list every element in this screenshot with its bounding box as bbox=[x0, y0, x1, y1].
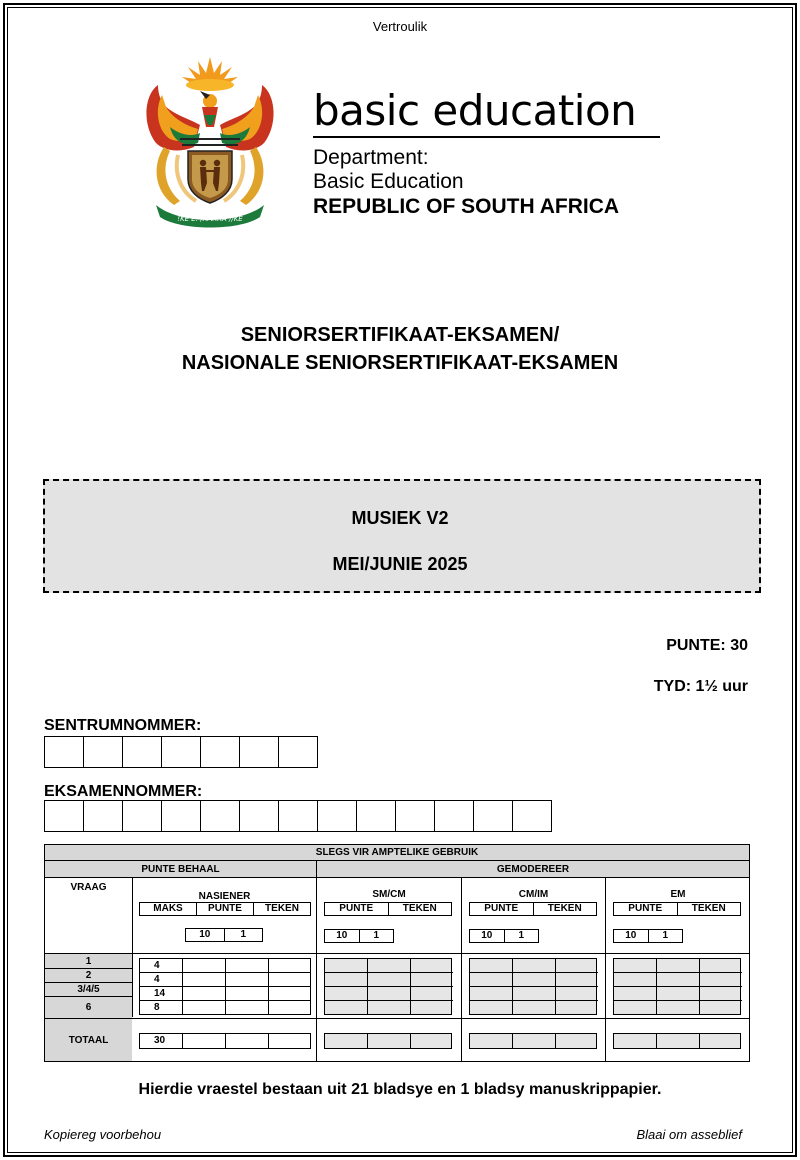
centre-number-box[interactable] bbox=[44, 736, 84, 768]
brand-underline bbox=[313, 136, 660, 138]
mark-cell[interactable] bbox=[470, 987, 513, 1001]
mark-cell[interactable] bbox=[513, 973, 556, 987]
mark-cell[interactable] bbox=[513, 1001, 556, 1015]
page-count-note: Hierdie vraestel bestaan uit 21 bladsye en 1 bladsy manuskrippapier. bbox=[138, 1081, 662, 1098]
mark-cell[interactable] bbox=[269, 959, 311, 973]
centre-number-label: SENTRUMNOMMER: bbox=[44, 717, 202, 734]
mark-cell[interactable] bbox=[657, 1034, 700, 1048]
marker-header: NASIENER bbox=[198, 891, 251, 902]
mark-cell[interactable] bbox=[325, 973, 368, 987]
cm-code: 10 1 bbox=[469, 929, 539, 943]
exam-number-box[interactable] bbox=[161, 800, 201, 832]
sm-total-grid[interactable] bbox=[324, 1033, 452, 1049]
cm-total-grid[interactable] bbox=[469, 1033, 597, 1049]
sm-marks-grid[interactable] bbox=[324, 958, 452, 1015]
coat-of-arms-icon bbox=[140, 55, 280, 230]
mark-cell[interactable] bbox=[556, 987, 598, 1001]
mark-cell[interactable] bbox=[657, 1001, 700, 1015]
mark-cell[interactable] bbox=[470, 959, 513, 973]
cm-columns: PUNTE TEKEN bbox=[469, 902, 597, 916]
em-header: EM bbox=[670, 889, 686, 900]
exam-session: MEI/JUNIE 2025 bbox=[332, 554, 468, 574]
question-1: 1 bbox=[85, 956, 92, 967]
exam-number-boxes[interactable] bbox=[44, 800, 552, 832]
exam-number-box[interactable] bbox=[278, 800, 318, 832]
mark-cell[interactable] bbox=[657, 973, 700, 987]
marker-total-grid[interactable] bbox=[139, 1033, 311, 1049]
mark-cell[interactable] bbox=[556, 973, 598, 987]
mark-cell[interactable] bbox=[513, 987, 556, 1001]
mark-cell[interactable] bbox=[411, 1001, 453, 1015]
mark-cell[interactable] bbox=[614, 959, 657, 973]
motto-text: !KE E: /XARRA //KE bbox=[177, 215, 243, 223]
official-use-title: SLEGS VIR AMPTELIKE GEBRUIK bbox=[45, 845, 749, 861]
em-total-grid[interactable] bbox=[613, 1033, 741, 1049]
exam-number-box[interactable] bbox=[356, 800, 396, 832]
mark-cell[interactable] bbox=[368, 1001, 411, 1015]
exam-time: TYD: 1½ uur bbox=[653, 678, 748, 695]
mark-cell[interactable] bbox=[183, 987, 226, 1001]
total-label: TOTAAL bbox=[68, 1035, 109, 1046]
mark-cell[interactable] bbox=[269, 1001, 311, 1015]
mark-cell[interactable] bbox=[556, 1001, 598, 1015]
max-mark-cell: 14 bbox=[140, 987, 183, 1001]
centre-number-box[interactable] bbox=[239, 736, 279, 768]
mark-cell[interactable] bbox=[226, 987, 269, 1001]
max-mark-cell: 4 bbox=[140, 973, 183, 987]
em-marks-grid[interactable] bbox=[613, 958, 741, 1015]
max-mark-cell: 4 bbox=[140, 959, 183, 973]
cm-marks-grid[interactable] bbox=[469, 958, 597, 1015]
max-mark-cell: 8 bbox=[140, 1001, 183, 1015]
centre-number-box[interactable] bbox=[83, 736, 123, 768]
mark-cell[interactable] bbox=[700, 1001, 742, 1015]
marker-columns: MAKS PUNTE TEKEN bbox=[139, 902, 311, 916]
centre-number-box[interactable] bbox=[161, 736, 201, 768]
mark-cell[interactable] bbox=[657, 987, 700, 1001]
exam-number-box[interactable] bbox=[434, 800, 474, 832]
mark-cell[interactable] bbox=[411, 987, 453, 1001]
max-mark-cell: 30 bbox=[140, 1034, 183, 1048]
mark-cell[interactable] bbox=[183, 973, 226, 987]
mark-cell[interactable] bbox=[411, 973, 453, 987]
official-use-table bbox=[44, 844, 750, 1062]
marker-marks-grid[interactable] bbox=[139, 958, 311, 1015]
mark-cell[interactable] bbox=[614, 973, 657, 987]
mark-cell[interactable] bbox=[411, 1034, 453, 1048]
cm-header: CM/IM bbox=[518, 889, 549, 900]
centre-number-box[interactable] bbox=[200, 736, 240, 768]
mark-cell[interactable] bbox=[226, 1034, 269, 1048]
exam-number-box[interactable] bbox=[317, 800, 357, 832]
mark-cell[interactable] bbox=[183, 1034, 226, 1048]
subject-name: MUSIEK V2 bbox=[351, 508, 449, 528]
question-2: 2 bbox=[85, 970, 92, 981]
turn-over-note: Blaai om asseblief bbox=[636, 1127, 742, 1142]
moderated-header: GEMODEREER bbox=[496, 864, 570, 875]
mark-cell[interactable] bbox=[325, 1001, 368, 1015]
mark-cell[interactable] bbox=[269, 1034, 311, 1048]
exam-number-box[interactable] bbox=[239, 800, 279, 832]
exam-title-line1: SENIORSERTIFIKAAT-EKSAMEN/ bbox=[240, 324, 560, 346]
exam-number-box[interactable] bbox=[200, 800, 240, 832]
mark-cell[interactable] bbox=[325, 987, 368, 1001]
em-columns: PUNTE TEKEN bbox=[613, 902, 741, 916]
mark-cell[interactable] bbox=[183, 959, 226, 973]
mark-cell[interactable] bbox=[556, 959, 598, 973]
centre-number-box[interactable] bbox=[278, 736, 318, 768]
mark-cell[interactable] bbox=[183, 1001, 226, 1015]
exam-number-label: EKSAMENNOMMER: bbox=[44, 783, 203, 800]
mark-cell[interactable] bbox=[700, 1034, 742, 1048]
department-name: Basic Education bbox=[313, 170, 464, 193]
mark-cell[interactable] bbox=[368, 959, 411, 973]
mark-cell[interactable] bbox=[614, 1034, 657, 1048]
question-3-4-5: 3/4/5 bbox=[77, 984, 100, 995]
marks-obtained-header: PUNTE BEHAAL bbox=[141, 864, 220, 875]
mark-cell[interactable] bbox=[368, 987, 411, 1001]
mark-cell[interactable] bbox=[226, 973, 269, 987]
mark-cell[interactable] bbox=[700, 973, 742, 987]
marker-code: 10 1 bbox=[185, 928, 263, 942]
department-label: Department: bbox=[313, 146, 429, 169]
total-marks: PUNTE: 30 bbox=[666, 637, 748, 654]
mark-cell[interactable] bbox=[269, 987, 311, 1001]
mark-cell[interactable] bbox=[226, 959, 269, 973]
mark-cell[interactable] bbox=[556, 1034, 598, 1048]
mark-cell[interactable] bbox=[700, 987, 742, 1001]
subject-box bbox=[43, 479, 761, 593]
exam-number-box[interactable] bbox=[44, 800, 84, 832]
mark-cell[interactable] bbox=[470, 1034, 513, 1048]
em-code: 10 1 bbox=[613, 929, 683, 943]
mark-cell[interactable] bbox=[470, 973, 513, 987]
mark-cell[interactable] bbox=[226, 1001, 269, 1015]
mark-cell[interactable] bbox=[368, 1034, 411, 1048]
confidential-label: Vertroulik bbox=[372, 19, 428, 34]
mark-cell[interactable] bbox=[411, 959, 453, 973]
exam-number-box[interactable] bbox=[512, 800, 552, 832]
mark-cell[interactable] bbox=[614, 987, 657, 1001]
mark-cell[interactable] bbox=[614, 1001, 657, 1015]
mark-cell[interactable] bbox=[700, 959, 742, 973]
mark-cell[interactable] bbox=[657, 959, 700, 973]
mark-cell[interactable] bbox=[325, 1034, 368, 1048]
exam-number-box[interactable] bbox=[473, 800, 513, 832]
mark-cell[interactable] bbox=[513, 1034, 556, 1048]
mark-cell[interactable] bbox=[368, 973, 411, 987]
country-name: REPUBLIC OF SOUTH AFRICA bbox=[313, 195, 620, 218]
mark-cell[interactable] bbox=[325, 959, 368, 973]
exam-number-box[interactable] bbox=[395, 800, 435, 832]
mark-cell[interactable] bbox=[513, 959, 556, 973]
centre-number-box[interactable] bbox=[122, 736, 162, 768]
question-header: VRAAG bbox=[70, 882, 107, 893]
question-6: 6 bbox=[85, 1002, 92, 1013]
centre-number-boxes[interactable] bbox=[44, 736, 318, 768]
brand-title: basic education bbox=[313, 86, 637, 135]
exam-number-box[interactable] bbox=[122, 800, 162, 832]
mark-cell[interactable] bbox=[269, 973, 311, 987]
copyright: Kopiereg voorbehou bbox=[44, 1127, 162, 1142]
exam-number-box[interactable] bbox=[83, 800, 123, 832]
sm-code: 10 1 bbox=[324, 929, 394, 943]
sm-header: SM/CM bbox=[372, 889, 406, 900]
exam-title-line2: NASIONALE SENIORSERTIFIKAAT-EKSAMEN bbox=[181, 352, 619, 374]
mark-cell[interactable] bbox=[470, 1001, 513, 1015]
sm-columns: PUNTE TEKEN bbox=[324, 902, 452, 916]
